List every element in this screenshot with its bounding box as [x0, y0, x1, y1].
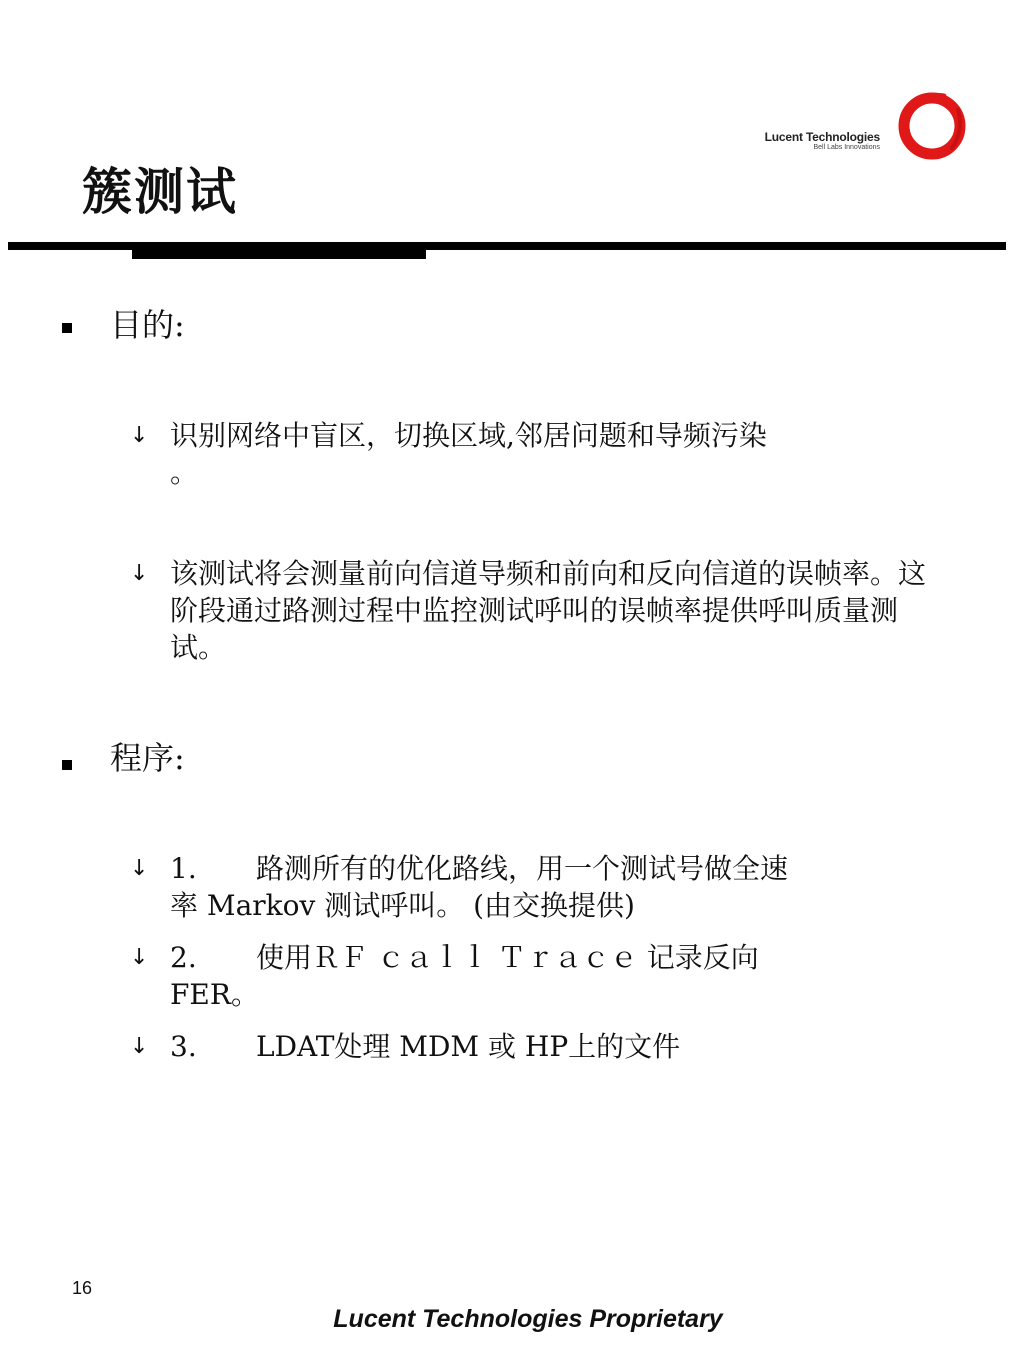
- procedure-step-2: [170, 939, 930, 1013]
- page-number: 16: [72, 1278, 93, 1298]
- logo-tagline: Bell Labs Innovations: [813, 144, 880, 151]
- purpose-item-1-line1: 识别网络中盲区，切换区域,邻居问题和导频污染: [170, 419, 767, 452]
- step-number: 2.: [170, 941, 197, 974]
- arrow-bullet-icon: ↓: [130, 856, 149, 881]
- logo-company-name: Lucent Technologies: [764, 130, 880, 144]
- title-underline-bar: [132, 250, 426, 259]
- arrow-bullet-icon: ↓: [130, 561, 149, 586]
- purpose-item-2: 该测试将会测量前向信道导频和前向和反向信道的误帧率。这阶段通过路测过程中监控测试呼叫的误帧率提供呼叫质量测试。: [170, 557, 927, 664]
- procedure-step-2-line1: 使用ＲＦ ｃａｌｌ Ｔｒａｃｅ 记录反向: [256, 941, 759, 974]
- procedure-step-1-line2: 率 Markov 测试呼叫。 (由交换提供): [170, 889, 635, 922]
- slide-title: 簇测试: [82, 163, 238, 221]
- procedure-step-2-line2: FER。: [170, 978, 259, 1011]
- procedure-step-3-line1: LDAT处理 MDM 或 HP上的文件: [256, 1030, 681, 1063]
- square-bullet-icon: [62, 760, 72, 770]
- procedure-step-3: [170, 1028, 930, 1065]
- section-heading-procedure: 程序:: [110, 739, 185, 777]
- arrow-bullet-icon: ↓: [130, 423, 149, 448]
- purpose-item-1: [170, 417, 930, 491]
- step-number: 1.: [170, 852, 197, 885]
- lucent-ring-logo-icon: [892, 86, 972, 166]
- procedure-step-1-line1: 路测所有的优化路线，用一个测试号做全速: [256, 852, 789, 885]
- arrow-bullet-icon: ↓: [130, 1034, 149, 1059]
- section-heading-purpose: 目的:: [110, 306, 185, 344]
- company-logo: [750, 86, 980, 166]
- title-divider: [8, 242, 1006, 250]
- square-bullet-icon: [62, 323, 72, 333]
- procedure-step-1: [170, 850, 930, 924]
- footer-proprietary: Lucent Technologies Proprietary: [333, 1305, 723, 1333]
- step-number: 3.: [170, 1030, 197, 1063]
- purpose-item-1-line2: 。: [170, 456, 199, 489]
- arrow-bullet-icon: ↓: [130, 945, 149, 970]
- logo-text: [750, 130, 880, 151]
